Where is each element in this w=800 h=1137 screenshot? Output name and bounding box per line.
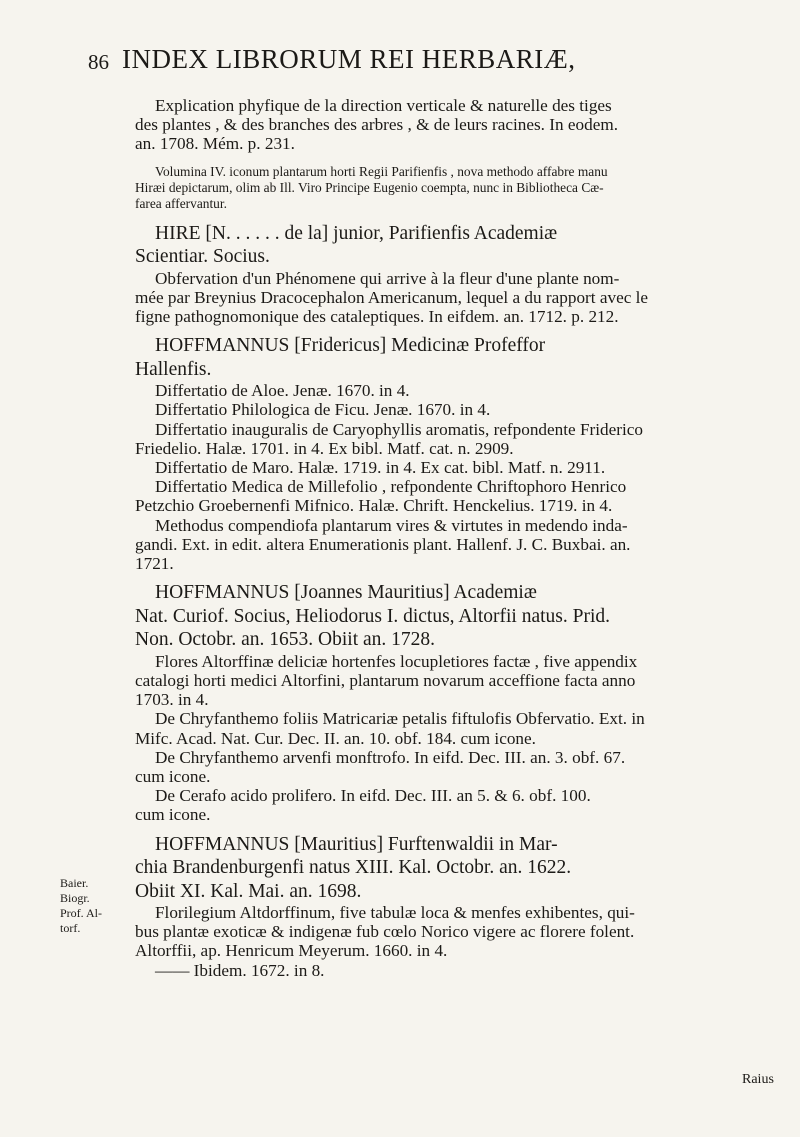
page-body	[135, 96, 770, 980]
work-line: cum icone.	[135, 805, 211, 825]
work-line: catalogi horti medici Altorfini, plantarum novarum acceffione facta anno	[135, 670, 636, 690]
work-line: Differtatio Philologica de Ficu. Jenæ. 1670. in 4.	[155, 400, 491, 420]
entry-hoffmannus-fridericus	[135, 334, 770, 573]
entry-heading: HOFFMANNUS [Fridericus] Medicinæ Profeffor	[155, 335, 546, 357]
work-line: mée par Breynius Dracocephalon Americanum, lequel a du rapport avec le	[135, 287, 649, 307]
text-line: Volumina IV. iconum plantarum horti Regii Parifienfis , nova methodo affabre manu	[155, 163, 608, 179]
work-line: Differtatio de Maro. Halæ. 1719. in 4. Ex cat. bibl. Matf. n. 2911.	[155, 458, 606, 478]
work-line: Methodus compendiofa plantarum vires & virtutes in medendo inda-	[155, 515, 628, 535]
entry-heading: chia Brandenburgenfi natus XIII. Kal. Octobr. an. 1622.	[135, 857, 572, 879]
entry-heading: Hallenfis.	[135, 358, 212, 380]
work-line: cum icone.	[135, 766, 211, 786]
text-line: an. 1708. Mém. p. 231.	[135, 134, 295, 154]
work-line: bus plantæ exoticæ & indigenæ fub cœlo Norico vigere ac florere folent.	[135, 922, 635, 942]
work-line: De Cerafo acido prolifero. In eifd. Dec. III. an 5. & 6. obf. 100.	[155, 786, 591, 806]
entry-hire	[135, 222, 770, 327]
text-line: Hiræi depictarum, olim ab Ill. Viro Principe Eugenio coempta, nunc in Bibliotheca Cæ-	[135, 179, 604, 195]
work-line: Petzchio Groebernenfi Mifnico. Halæ. Chrift. Henckelius. 1719. in 4.	[135, 496, 613, 516]
entry-heading: HOFFMANNUS [Joannes Mauritius] Academiæ	[155, 582, 537, 604]
page-number: 86	[88, 50, 109, 74]
entry-heading: Obiit XI. Kal. Mai. an. 1698.	[135, 880, 362, 902]
work-line: gandi. Ext. in edit. altera Enumerationis plant. Hallenf. J. C. Buxbai. an.	[135, 534, 631, 554]
margin-note-line: Prof. Al-	[60, 906, 102, 920]
volumina-note	[135, 164, 770, 212]
running-title: INDEX LIBRORUM REI HERBARIÆ,	[122, 44, 576, 74]
entry-hoffmannus-mauritius	[135, 833, 770, 980]
work-line: Differtatio de Aloe. Jenæ. 1670. in 4.	[155, 381, 410, 401]
margin-note	[60, 876, 102, 936]
entry-heading: HOFFMANNUS [Mauritius] Furftenwaldii in Mar-	[155, 833, 558, 855]
work-line: Flores Altorffinæ deliciæ hortenfes locupletiores factæ , five appendix	[155, 651, 638, 671]
work-line: Obfervation d'un Phénomene qui arrive à la fleur d'une plante nom-	[155, 268, 620, 288]
entry-explication	[135, 96, 770, 154]
entry-heading: Scientiar. Socius.	[135, 246, 270, 268]
work-line: 1703. in 4.	[135, 690, 209, 710]
catchword: Raius	[742, 1072, 774, 1087]
work-line: Mifc. Acad. Nat. Cur. Dec. II. an. 10. obf. 184. cum icone.	[135, 728, 536, 748]
margin-note-line: Baier.	[60, 876, 89, 890]
work-line: figne pathognomonique des cataleptiques. In eifdem. an. 1712. p. 212.	[135, 307, 619, 327]
work-line: De Chryfanthemo arvenfi monftrofo. In eifd. Dec. III. an. 3. obf. 67.	[155, 747, 626, 767]
entry-heading: Non. Octobr. an. 1653. Obiit an. 1728.	[135, 629, 436, 651]
entry-heading: Nat. Curiof. Socius, Heliodorus I. dictus, Altorfii natus. Prid.	[135, 605, 611, 627]
work-line: Differtatio Medica de Millefolio , refpondente Chriftophoro Henrico	[155, 477, 627, 497]
work-line: Friedelio. Halæ. 1701. in 4. Ex bibl. Matf. cat. n. 2909.	[135, 438, 514, 458]
work-line: 1721.	[135, 554, 174, 574]
text-line: Explication phyfique de la direction verticale & naturelle des tiges	[155, 96, 612, 115]
work-line: Altorffii, ap. Henricum Meyerum. 1660. in 4.	[135, 941, 448, 961]
text-line: farea affervantur.	[135, 195, 227, 211]
entry-heading: HIRE [N. . . . . . de la] junior, Parifienfis Academiæ	[155, 222, 558, 244]
running-head	[88, 44, 768, 84]
margin-note-line: Biogr.	[60, 891, 90, 905]
work-line: De Chryfanthemo foliis Matricariæ petalis fiftulofis Obfervatio. Ext. in	[155, 709, 645, 729]
margin-note-line: torf.	[60, 921, 81, 935]
text-line: des plantes , & des branches des arbres , & de leurs racines. In eodem.	[135, 115, 618, 135]
work-line: Florilegium Altdorffinum, five tabulæ loca & menfes exhibentes, qui-	[155, 903, 635, 923]
work-line: Differtatio inauguralis de Caryophyllis aromatis, refpondente Friderico	[155, 419, 643, 439]
entry-hoffmannus-joannes	[135, 581, 770, 824]
work-line: —— Ibidem. 1672. in 8.	[155, 960, 325, 980]
